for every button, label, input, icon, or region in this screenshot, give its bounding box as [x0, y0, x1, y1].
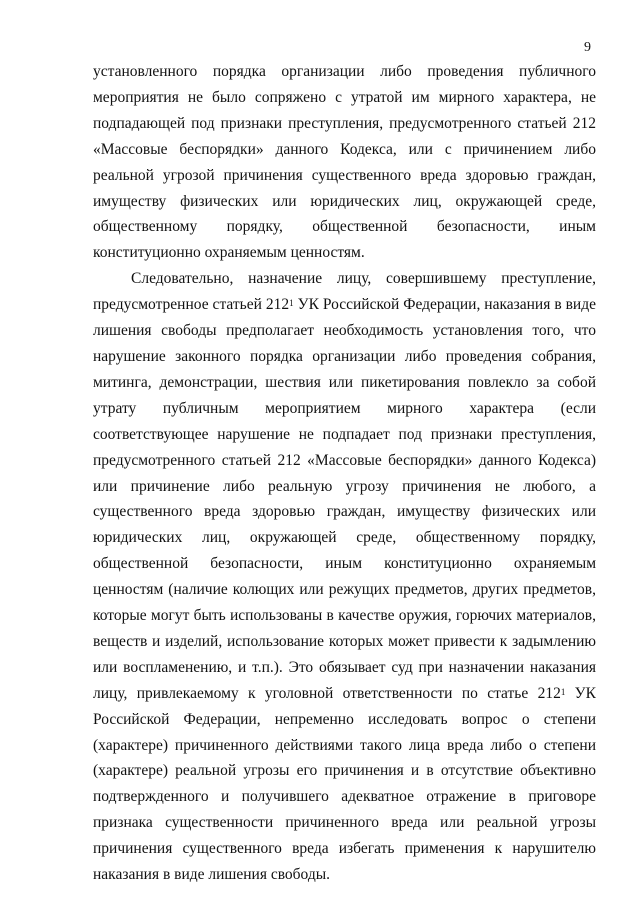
- superscript-article-index: 1: [289, 298, 294, 309]
- paragraph-continuation: установленного порядка организации либо проведения публичного мероприятия не было сопряжено с утратой им мирного характера, не подпадающей под признаки преступления, предусмотренного статьей 212 «Массовые беспорядки» данного Кодекса, или с причинением либо реальной угрозой причинения существенного вреда здоровью граждан, имуществу физических или юридических лиц, окружающей среде, общественному порядку, общественной безопасности, иным конституционно охраняемым ценностям.: [93, 63, 596, 262]
- page-number: 9: [584, 40, 591, 55]
- document-body: [93, 59, 596, 888]
- paragraph-main: [93, 266, 596, 888]
- paragraph-segment: УК Российской Федерации, непременно исследовать вопрос о степени (характере) причиненного действиями такого лица вреда либо о степени (характере) реальной угрозы его причинения и в отсутствие объективно подтвержденного и получившего адекватное отражение в приговоре признака существенности причиненного вреда или реальной угрозы причинения существенного вреда избегать применения к нарушителю наказания в виде лишения свободы.: [93, 684, 596, 884]
- paragraph-segment: УК Российской Федерации, наказания в виде лишения свободы предполагает необходимость установления того, что нарушение законного порядка организации либо проведения собрания, митинга, демонстрации, шествия или пикетирования повлекло за собой утрату публичным мероприятием мирного характера (если соответствующее нарушение не подпадает под признаки преступления, предусмотренного статьей 212 «Массовые беспорядки» данного Кодекса) или причинение либо реальную угрозу причинения не любого, а существенного вреда здоровью граждан, имуществу физических или юридических лиц, окружающей среде, общественному порядку, общественной безопасности, иным конституционно охраняемым ценностям (наличие колющих или режущих предметов, других предметов, которые могут быть использованы в качестве оружия, горючих материалов, веществ и изделий, использование которых может привести к задымлению или воспламенению, и т.п.). Это обязывает суд при назначении наказания лицу, привлекаемому к уголовной ответственности по статье 212: [93, 296, 596, 702]
- superscript-article-index: 1: [560, 686, 566, 697]
- paragraph-segment: Следовательно, назначение лицу, совершившему преступление, предусмотренное статьей 212: [93, 270, 596, 314]
